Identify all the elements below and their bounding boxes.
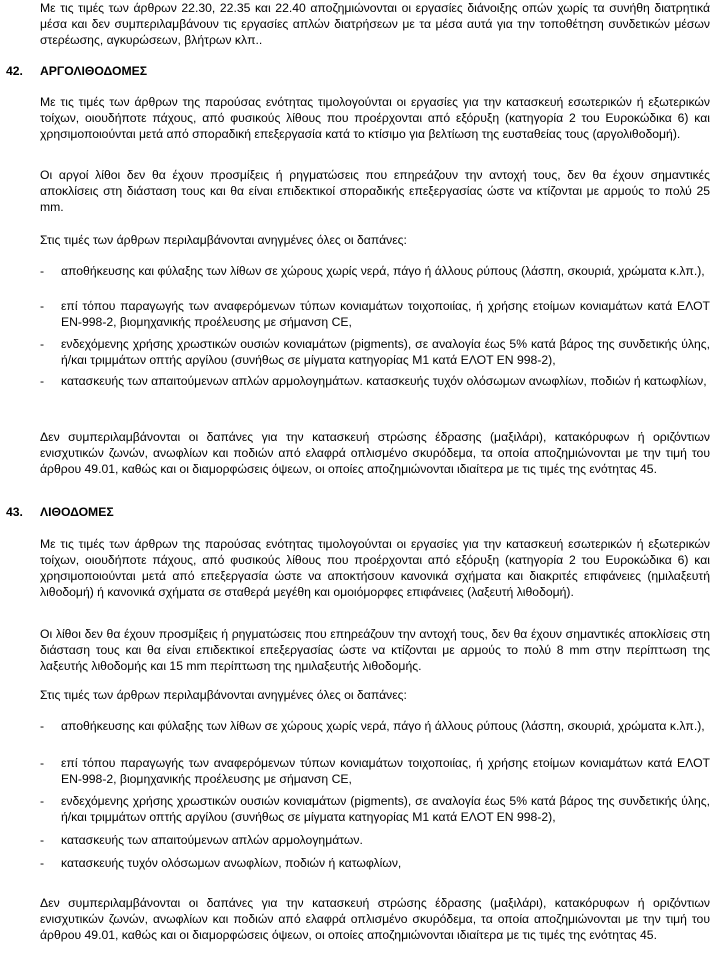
section-43-paragraph-3: Στις τιμές των άρθρων περιλαμβάνονται ανηγμένες όλες οι δαπάνες: <box>40 688 407 702</box>
section-43-bullet: - ενδεχόμενης χρήσης χρωστικών ουσιών κονιαμάτων (pigments), σε αναλογία έως 5% κατά βάρος της συνδετικής ύλης, ή/και τριμμάτων οπτής αργίλου (συνήθως σε μίγματα κατηγορίας Μ1 κατά ΕΛΟΤ ΕΝ 998-2), <box>40 794 710 824</box>
section-42-bullet: - ενδεχόμενης χρήσης χρωστικών ουσιών κονιαμάτων (pigments), σε αναλογία έως 5% κατά βάρος της συνδετικής ύλης, ή/και τριμμάτων οπτής αργίλου (συνήθως σε μίγματα κατηγορίας Μ1 κατά ΕΛΟΤ ΕΝ 998-2), <box>40 337 710 367</box>
section-43-paragraph-1: Με τις τιμές των άρθρων της παρούσας ενότητας τιμολογούνται οι εργασίες για την κατασκευή εσωτερικών ή εξωτερικών τοίχων, οιουδήποτε πάχους, από φυσικούς λίθους που προέρχονται από εξόρυξη (κατηγορία 2 του Ευροκώδικα 6) και χρησιμοποιούνται μετά από επεξεργασία ώστε να αποκτήσουν κανονικά σχήματα και διακριτές επιφάνειες (ημιλαξευτή λιθοδομή) ή κανονικά σχήματα σε σταθερά μεγέθη και ομοιόμορφες επιφάνειες (λαξευτή λιθοδομή). <box>40 537 710 599</box>
section-42-bullet: - κατασκευής των απαιτούμενων απλών αρμολογημάτων. κατασκευής τυχόν ολόσωμων ανωφλίων, ποδιών ή κατωφλίων, <box>40 374 707 388</box>
section-43-heading <box>6 504 114 520</box>
section-42-paragraph-4: Δεν συμπεριλαμβάνονται οι δαπάνες για την κατασκευή στρώσης έδρασης (μαξιλάρι), κατακόρυφων ή οριζόντιων ενισχυτικών ζωνών, ανωφλίων και ποδιών από ελαφρά οπλισμένο σκυρόδεμα, τα οποία αποζημιώνονται με την τιμή του άρθρου 49.01, καθώς και οι διαμορφώσεις όψεων, οι οποίες αποζημιώνονται ιδιαίτερα με τις τιμές της ενότητας 45. <box>40 430 710 476</box>
section-42-number: 42. <box>6 64 23 78</box>
section-43-bullet: - κατασκευής των απαιτούμενων απλών αρμολογημάτων. <box>40 833 363 847</box>
section-42-paragraph-3: Στις τιμές των άρθρων περιλαμβάνονται ανηγμένες όλες οι δαπάνες: <box>40 233 407 247</box>
section-42-paragraph-1: Με τις τιμές των άρθρων της παρούσας ενότητας τιμολογούνται οι εργασίες για την κατασκευή εσωτερικών ή εξωτερικών τοίχων, οιουδήποτε πάχους, από φυσικούς λίθους που προέρχονται από εξόρυξη (κατηγορία 2 του Ευροκώδικα 6) και χρησιμοποιούνται μετά από σποραδική επεξεργασία κατά το κτίσιμο για βελτίωση της ευσταθείας τους (αργολιθοδομή). <box>40 95 710 141</box>
section-43-bullet: - αποθήκευσης και φύλαξης των λίθων σε χώρους χωρίς νερά, πάγο ή άλλους ρύπους (λάσπη, σκουριά, χρώματα κ.λπ.), <box>40 719 705 733</box>
section-42-paragraph-2: Οι αργοί λίθοι δεν θα έχουν προσμίξεις ή ρηγματώσεις που επηρεάζουν την αντοχή τους, δεν θα έχουν σημαντικές αποκλίσεις στη διάσταση τους και θα είναι επιδεκτικοί σποραδικής επεξεργασίας ώστε να κτίζονται με αρμούς το πολύ 25 mm. <box>40 168 710 214</box>
section-42-bullet: - αποθήκευσης και φύλαξης των λίθων σε χώρους χωρίς νερά, πάγο ή άλλους ρύπους (λάσπη, σκουριά, χρώματα κ.λπ.), <box>40 264 705 278</box>
section-42-title: ΑΡΓΟΛΙΘΟΔΟΜΕΣ <box>40 64 148 78</box>
section-42-heading <box>6 63 147 79</box>
section-43-title: ΛΙΘΟΔΟΜΕΣ <box>40 505 114 519</box>
intro-paragraph: Με τις τιμές των άρθρων 22.30, 22.35 και 22.40 αποζημιώνονται οι εργασίες διάνοιξης οπών χωρίς τα συνήθη διατρητικά μέσα και δεν συμπεριλαμβάνουν τις εργασίες απλών διατρήσεων με τα μέσα αυτά για την τοποθέτηση συνδετικών μέσων στερέωσης, αγκυρώσεων, βλήτρων κλπ.. <box>40 1 710 47</box>
section-43-bullet: - επί τόπου παραγωγής των αναφερόμενων τύπων κονιαμάτων τοιχοποιίας, ή χρήσης ετοίμων κονιαμάτων κατά ΕΛΟΤ ΕΝ-998-2, βιομηχανικής προέλευσης με σήμανση CE, <box>40 756 710 786</box>
section-43-paragraph-2: Οι λίθοι δεν θα έχουν προσμίξεις ή ρηγματώσεις που επηρεάζουν την αντοχή τους, δεν θα έχουν σημαντικές αποκλίσεις στη διάσταση τους και θα είναι επιδεκτικοί επεξεργασίας ώστε να κτίζονται με αρμούς το πολύ 8 mm στην περίπτωση της λαξευτής λιθοδομής και 15 mm περίπτωση της ημιλαξευτής λιθοδομής. <box>40 627 710 673</box>
section-43-bullet: - κατασκευής τυχόν ολόσωμων ανωφλίων, ποδιών ή κατωφλίων, <box>40 856 402 870</box>
section-43-paragraph-4: Δεν συμπεριλαμβάνονται οι δαπάνες για την κατασκευή στρώσης έδρασης (μαξιλάρι), κατακόρυφων ή οριζόντιων ενισχυτικών ζωνών, ανωφλίων και ποδιών από ελαφρά οπλισμένο σκυρόδεμα, τα οποία αποζημιώνονται με την τιμή του άρθρου 49.01, καθώς και οι διαμορφώσεις όψεων, οι οποίες αποζημιώνονται ιδιαίτερα με τις τιμές της ενότητας 45. <box>40 896 710 942</box>
section-43-number: 43. <box>6 505 23 519</box>
section-42-bullet: - επί τόπου παραγωγής των αναφερόμενων τύπων κονιαμάτων τοιχοποιίας, ή χρήσης ετοίμων κονιαμάτων κατά ΕΛΟΤ ΕΝ-998-2, βιομηχανικής προέλευσης με σήμανση CE, <box>40 299 710 329</box>
